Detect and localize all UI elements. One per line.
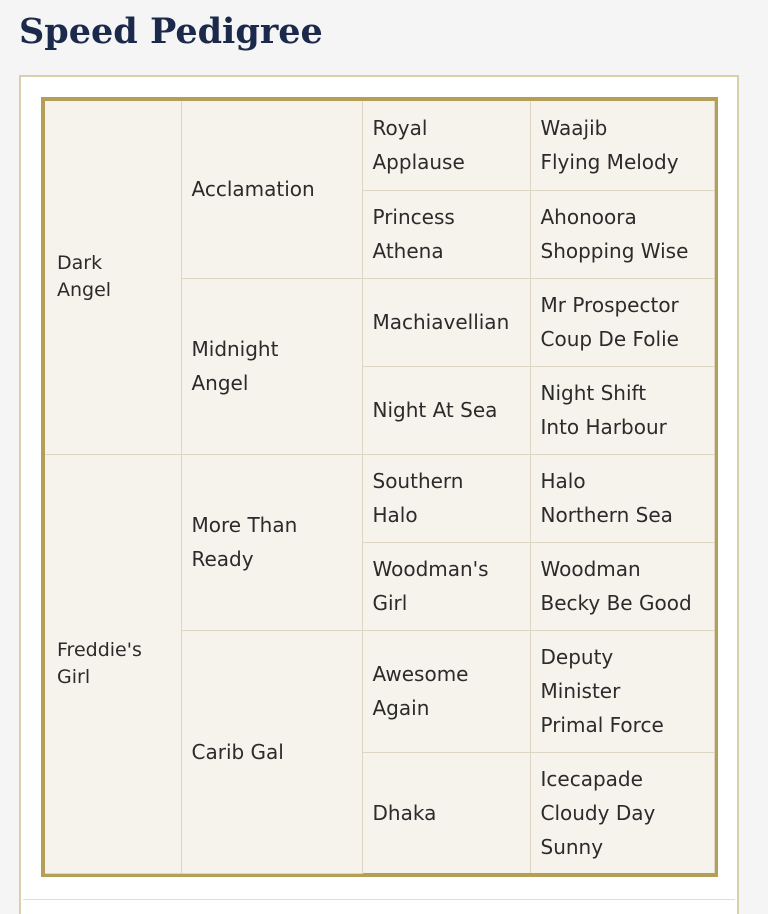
horse-name: Shopping Wise bbox=[540, 239, 689, 263]
gen4-cell bbox=[530, 101, 714, 190]
horse-name: Ahonoora bbox=[540, 205, 637, 229]
gen3-cell bbox=[362, 366, 530, 454]
gen3-cell bbox=[362, 542, 530, 630]
horse-name: Woodman's Girl bbox=[372, 557, 489, 615]
pedigree-table bbox=[41, 97, 718, 877]
horse-name: Cloudy Day bbox=[540, 800, 656, 825]
page-title: Speed Pedigree bbox=[19, 11, 323, 52]
horse-name: Awesome Again bbox=[372, 662, 469, 720]
gen4-cell bbox=[530, 278, 714, 366]
dam-cell bbox=[45, 454, 181, 873]
gen4-cell bbox=[530, 366, 714, 454]
horse-name: Night Shift bbox=[540, 381, 647, 405]
gen3-cell bbox=[362, 101, 530, 190]
sire-name: Dark Angel bbox=[57, 252, 112, 302]
gen3-cell bbox=[362, 190, 530, 278]
horse-name: Into Harbour bbox=[540, 415, 667, 439]
horse-name: More Than Ready bbox=[191, 513, 298, 571]
horse-name: Primal Force bbox=[540, 713, 664, 737]
horse-name: Flying Melody bbox=[540, 150, 679, 175]
horse-name: Coup De Folie bbox=[540, 327, 679, 351]
card-divider bbox=[23, 899, 735, 900]
horse-name: Halo bbox=[540, 469, 586, 493]
horse-name: Woodman bbox=[540, 557, 641, 581]
gen4-cell bbox=[530, 454, 714, 542]
horse-name: Waajib bbox=[540, 116, 608, 141]
gen3-cell bbox=[362, 278, 530, 366]
sire-cell bbox=[45, 101, 181, 454]
horse-name: Northern Sea bbox=[540, 503, 673, 527]
horse-name: Dhaka bbox=[372, 800, 437, 825]
gen4-cell bbox=[530, 542, 714, 630]
horse-name: Becky Be Good bbox=[540, 591, 692, 615]
horse-name: Night At Sea bbox=[372, 398, 498, 422]
maternal-granddam-cell bbox=[181, 630, 362, 873]
horse-name: Deputy Minister bbox=[540, 645, 621, 703]
gen3-cell bbox=[362, 630, 530, 752]
gen3-cell bbox=[362, 752, 530, 873]
horse-name: Machiavellian bbox=[372, 310, 510, 334]
horse-name: Southern Halo bbox=[372, 469, 464, 527]
gen4-cell bbox=[530, 190, 714, 278]
horse-name: Sunny bbox=[540, 834, 604, 859]
horse-name: Princess Athena bbox=[372, 205, 455, 263]
horse-name: Mr Prospector bbox=[540, 293, 679, 317]
gen3-cell bbox=[362, 454, 530, 542]
paternal-grandsire-cell bbox=[181, 101, 362, 278]
paternal-granddam-cell bbox=[181, 278, 362, 454]
gen4-cell bbox=[530, 630, 714, 752]
maternal-grandsire-cell bbox=[181, 454, 362, 630]
horse-name: Icecapade bbox=[540, 766, 643, 791]
horse-name: Midnight Angel bbox=[191, 337, 279, 395]
gen4-cell bbox=[530, 752, 714, 873]
horse-name: Acclamation bbox=[191, 177, 315, 202]
horse-name: Carib Gal bbox=[191, 739, 284, 764]
horse-name: Royal Applause bbox=[372, 116, 465, 175]
dam-name: Freddie's Girl bbox=[57, 638, 142, 688]
